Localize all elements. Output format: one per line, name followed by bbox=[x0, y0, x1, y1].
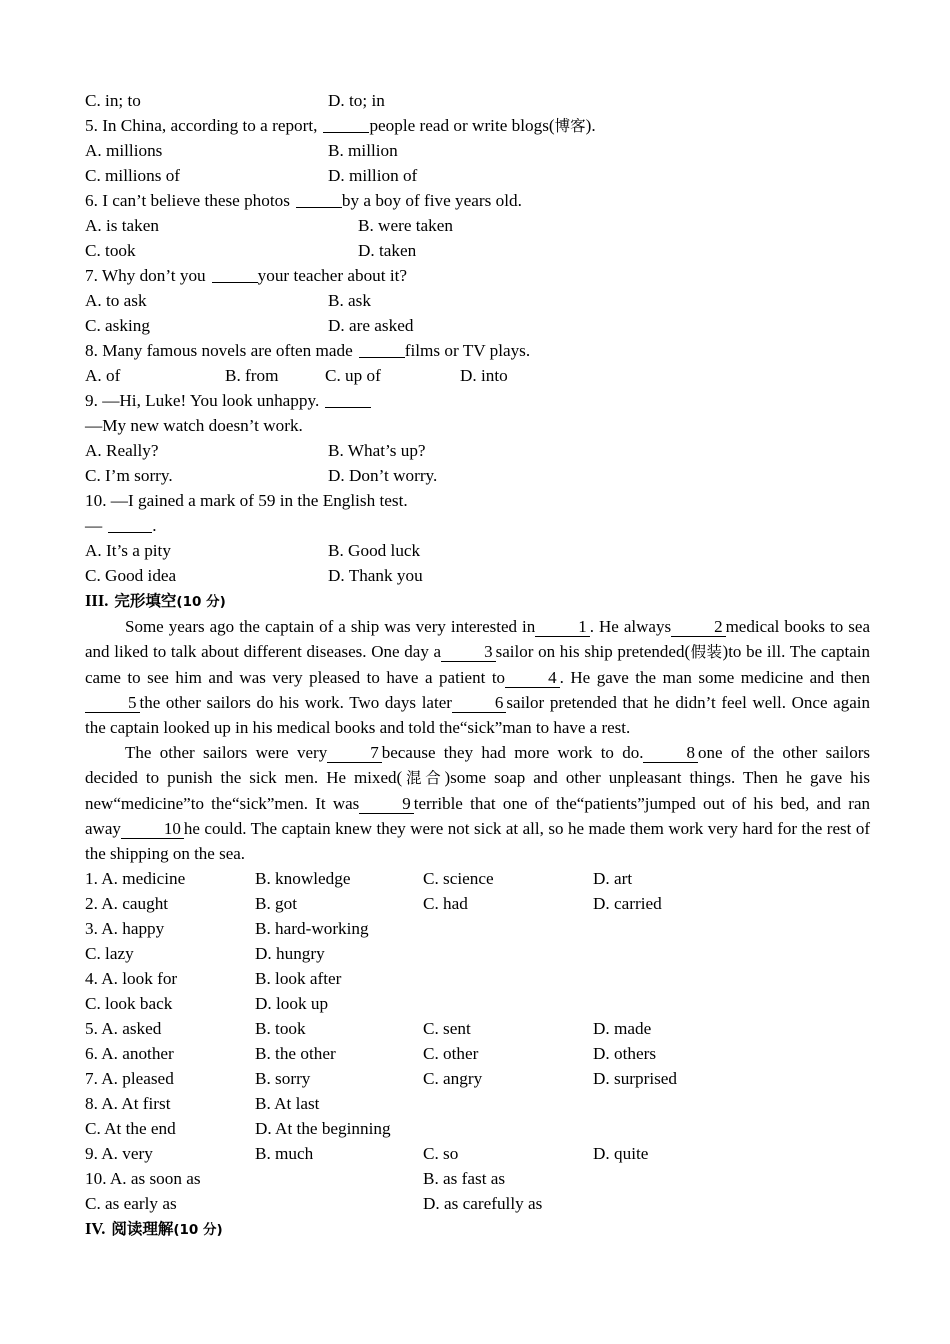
cloze-blank-9[interactable]: 9 bbox=[359, 795, 414, 814]
answer-blank[interactable] bbox=[212, 267, 258, 283]
question-10-stem-line-2 bbox=[85, 513, 875, 538]
cloze-item-10-options-row-1 bbox=[85, 1166, 875, 1191]
cloze-paragraph-2: The other sailors were very 7 because they had more work to do. 8 one of the other sailors decided to punish the sick men. He mixed(混合)some soap and other unpleasant things. Then he gave his new“medicine”to the“sick”men. It was 9 terrible that one of the“patients”jumped out of his bed, and ran away 10 he could. The captain knew they were not sick at all, so he made them work very hard for the rest of the shipping on the sea. bbox=[85, 743, 870, 863]
cloze-item-8-options-row-1 bbox=[85, 1091, 875, 1116]
question-9-options-row-2 bbox=[85, 463, 875, 488]
option-a[interactable]: 5. A. asked bbox=[85, 1019, 162, 1038]
option-c[interactable]: C. look back bbox=[85, 994, 173, 1013]
cloze-blank-8[interactable]: 8 bbox=[643, 744, 698, 763]
answer-blank[interactable] bbox=[108, 517, 152, 533]
cloze-item-10-options-row-2 bbox=[85, 1191, 875, 1216]
option-d[interactable]: D. quite bbox=[593, 1144, 649, 1163]
option-b[interactable]: B. were taken bbox=[358, 216, 453, 235]
question-10-options-row-1 bbox=[85, 538, 875, 563]
option-d[interactable]: D. hungry bbox=[255, 944, 325, 963]
option-b[interactable]: B. much bbox=[255, 1144, 314, 1163]
option-a[interactable]: 9. A. very bbox=[85, 1144, 153, 1163]
option-c[interactable]: C. asking bbox=[85, 316, 150, 335]
option-d[interactable]: D. as carefully as bbox=[423, 1194, 543, 1213]
section-points: (10 分) bbox=[176, 594, 226, 610]
option-b[interactable]: B. million bbox=[328, 141, 398, 160]
section-title: 阅读理解 bbox=[111, 1220, 174, 1238]
section-points: (10 分) bbox=[173, 1222, 223, 1238]
option-c[interactable]: C. as early as bbox=[85, 1194, 177, 1213]
question-7-options-row-2 bbox=[85, 313, 875, 338]
question-7-stem bbox=[85, 263, 875, 288]
question-8-stem-after: films or TV plays. bbox=[404, 341, 531, 360]
option-b[interactable]: B. knowledge bbox=[255, 869, 351, 888]
question-6-options-row-2 bbox=[85, 238, 875, 263]
option-d[interactable]: D. At the beginning bbox=[255, 1119, 391, 1138]
option-b[interactable]: B. the other bbox=[255, 1044, 336, 1063]
cloze-item-6-options bbox=[85, 1041, 875, 1066]
cloze-item-2-options bbox=[85, 891, 875, 916]
cloze-blank-10[interactable]: 10 bbox=[121, 820, 184, 839]
option-a[interactable]: 7. A. pleased bbox=[85, 1069, 174, 1088]
option-b[interactable]: B. ask bbox=[328, 291, 371, 310]
answer-blank[interactable] bbox=[323, 117, 369, 133]
option-c[interactable]: C. At the end bbox=[85, 1119, 176, 1138]
option-c[interactable]: C. millions of bbox=[85, 166, 181, 185]
option-c[interactable]: C. angry bbox=[423, 1069, 483, 1088]
option-a[interactable]: A. millions bbox=[85, 141, 163, 160]
option-b[interactable]: B. as fast as bbox=[423, 1169, 506, 1188]
section-title: 完形填空 bbox=[114, 592, 177, 610]
cloze-item-4-options-row-1 bbox=[85, 966, 875, 991]
option-c[interactable]: C. other bbox=[423, 1044, 479, 1063]
option-d[interactable]: D. Don’t worry. bbox=[328, 466, 438, 485]
page-content bbox=[85, 88, 875, 1242]
question-5-stem-after: people read or write blogs( bbox=[369, 116, 555, 135]
option-b[interactable]: B. At last bbox=[255, 1094, 320, 1113]
question-8-stem bbox=[85, 338, 875, 363]
option-c[interactable]: C. in; to bbox=[85, 91, 141, 110]
option-b[interactable]: B. hard-working bbox=[255, 919, 369, 938]
section-heading-reading bbox=[85, 1216, 875, 1242]
option-c[interactable]: C. up of bbox=[325, 366, 381, 385]
option-d[interactable]: D. look up bbox=[255, 994, 329, 1013]
question-5-stem bbox=[85, 113, 875, 138]
option-row-continued bbox=[85, 88, 875, 113]
option-a[interactable]: A. to ask bbox=[85, 291, 147, 310]
question-5-gloss: 博客 bbox=[554, 117, 586, 135]
option-d[interactable]: D. taken bbox=[358, 241, 417, 260]
question-9-stem-line-2: —My new watch doesn’t work. bbox=[85, 416, 303, 435]
cloze-item-9-options bbox=[85, 1141, 875, 1166]
option-d[interactable]: D. made bbox=[593, 1019, 652, 1038]
cloze-item-1-options bbox=[85, 866, 875, 891]
option-d[interactable]: D. surprised bbox=[593, 1069, 678, 1088]
question-7-stem-after: your teacher about it? bbox=[257, 266, 408, 285]
option-c[interactable]: C. I’m sorry. bbox=[85, 466, 173, 485]
question-9-stem-text: 9. —Hi, Luke! You look unhappy. bbox=[85, 391, 320, 410]
cloze-item-4-options-row-2 bbox=[85, 991, 875, 1016]
cloze-item-3-options-row-1 bbox=[85, 916, 875, 941]
cloze-blank-5[interactable]: 5 bbox=[85, 694, 140, 713]
option-a[interactable]: 10. A. as soon as bbox=[85, 1169, 201, 1188]
cloze-blank-7[interactable]: 7 bbox=[327, 744, 382, 763]
answer-blank[interactable] bbox=[359, 342, 405, 358]
cloze-blank-2[interactable]: 2 bbox=[671, 618, 726, 637]
option-a[interactable]: 8. A. At first bbox=[85, 1094, 171, 1113]
question-9-stem-line-1 bbox=[85, 388, 875, 413]
option-d[interactable]: D. carried bbox=[593, 894, 662, 913]
cloze-blank-6[interactable]: 6 bbox=[452, 694, 507, 713]
option-b[interactable]: B. Good luck bbox=[328, 541, 421, 560]
option-b[interactable]: B. sorry bbox=[255, 1069, 311, 1088]
option-d[interactable]: D. are asked bbox=[328, 316, 414, 335]
question-8-stem-before: 8. Many famous novels are often made bbox=[85, 341, 353, 360]
option-a[interactable]: A. Really? bbox=[85, 441, 159, 460]
option-c[interactable]: C. took bbox=[85, 241, 136, 260]
answer-blank[interactable] bbox=[325, 392, 371, 408]
cloze-blank-3[interactable]: 3 bbox=[441, 643, 496, 662]
answer-blank[interactable] bbox=[296, 192, 342, 208]
question-5-options-row-2 bbox=[85, 163, 875, 188]
cloze-blank-1[interactable]: 1 bbox=[535, 618, 590, 637]
cloze-item-3-options-row-2 bbox=[85, 941, 875, 966]
question-6-stem bbox=[85, 188, 875, 213]
option-c[interactable]: C. lazy bbox=[85, 944, 134, 963]
section-numeral: IV. bbox=[85, 1219, 106, 1238]
question-10-options-row-2 bbox=[85, 563, 875, 588]
option-b[interactable]: B. look after bbox=[255, 969, 342, 988]
section-numeral: III. bbox=[85, 591, 109, 610]
question-5-stem-before: 5. In China, according to a report, bbox=[85, 116, 318, 135]
question-6-stem-after: by a boy of five years old. bbox=[341, 191, 522, 210]
option-c[interactable]: C. science bbox=[423, 869, 494, 888]
option-c[interactable]: C. Good idea bbox=[85, 566, 177, 585]
chinese-gloss: 混合 bbox=[402, 769, 445, 787]
option-a[interactable]: A. It’s a pity bbox=[85, 541, 171, 560]
option-d[interactable]: D. million of bbox=[328, 166, 418, 185]
option-b[interactable]: B. got bbox=[255, 894, 298, 913]
option-d[interactable]: D. to; in bbox=[328, 91, 385, 110]
option-b[interactable]: B. from bbox=[225, 366, 279, 385]
option-a[interactable]: 3. A. happy bbox=[85, 919, 165, 938]
question-7-options-row-1 bbox=[85, 288, 875, 313]
option-a[interactable]: A. is taken bbox=[85, 216, 159, 235]
option-b[interactable]: B. took bbox=[255, 1019, 306, 1038]
option-c[interactable]: C. so bbox=[423, 1144, 459, 1163]
cloze-item-8-options-row-2 bbox=[85, 1116, 875, 1141]
option-b[interactable]: B. What’s up? bbox=[328, 441, 426, 460]
option-a[interactable]: A. of bbox=[85, 366, 121, 385]
cloze-item-5-options bbox=[85, 1016, 875, 1041]
question-8-options-row bbox=[85, 363, 875, 388]
option-d[interactable]: D. Thank you bbox=[328, 566, 423, 585]
dash-marker: — bbox=[85, 516, 103, 535]
cloze-paragraph-1: Some years ago the captain of a ship was very interested in 1 . He always 2 medical books to sea and liked to talk about different diseases. One day a 3 sailor on his ship pretended(假装)to be ill. The captain came to see him and was very pleased to have a patient to 4 . He gave the man some medicine and then5 the other sailors do his work. Two days later 6 sailor pretended that he didn’t feel well. Once again the captain looked up in his medical books and told the“sick”man to have a rest. bbox=[85, 617, 870, 737]
option-d[interactable]: D. art bbox=[593, 869, 633, 888]
option-c[interactable]: C. had bbox=[423, 894, 468, 913]
option-d[interactable]: D. into bbox=[460, 366, 508, 385]
cloze-blank-4[interactable]: 4 bbox=[505, 669, 560, 688]
question-5-stem-end: ). bbox=[585, 116, 596, 135]
question-10-stem-end: . bbox=[152, 516, 157, 535]
question-5-options-row-1 bbox=[85, 138, 875, 163]
option-c[interactable]: C. sent bbox=[423, 1019, 471, 1038]
question-6-stem-before: 6. I can’t believe these photos bbox=[85, 191, 290, 210]
cloze-item-7-options bbox=[85, 1066, 875, 1091]
option-a[interactable]: 1. A. medicine bbox=[85, 869, 186, 888]
section-heading-cloze bbox=[85, 588, 875, 614]
question-9-options-row-1 bbox=[85, 438, 875, 463]
option-a[interactable]: 2. A. caught bbox=[85, 894, 169, 913]
option-a[interactable]: 4. A. look for bbox=[85, 969, 178, 988]
question-7-stem-before: 7. Why don’t you bbox=[85, 266, 206, 285]
question-10-stem-line-1: 10. —I gained a mark of 59 in the English test. bbox=[85, 491, 408, 510]
chinese-gloss: 假装 bbox=[690, 643, 723, 661]
question-6-options-row-1 bbox=[85, 213, 875, 238]
option-a[interactable]: 6. A. another bbox=[85, 1044, 174, 1063]
option-d[interactable]: D. others bbox=[593, 1044, 657, 1063]
